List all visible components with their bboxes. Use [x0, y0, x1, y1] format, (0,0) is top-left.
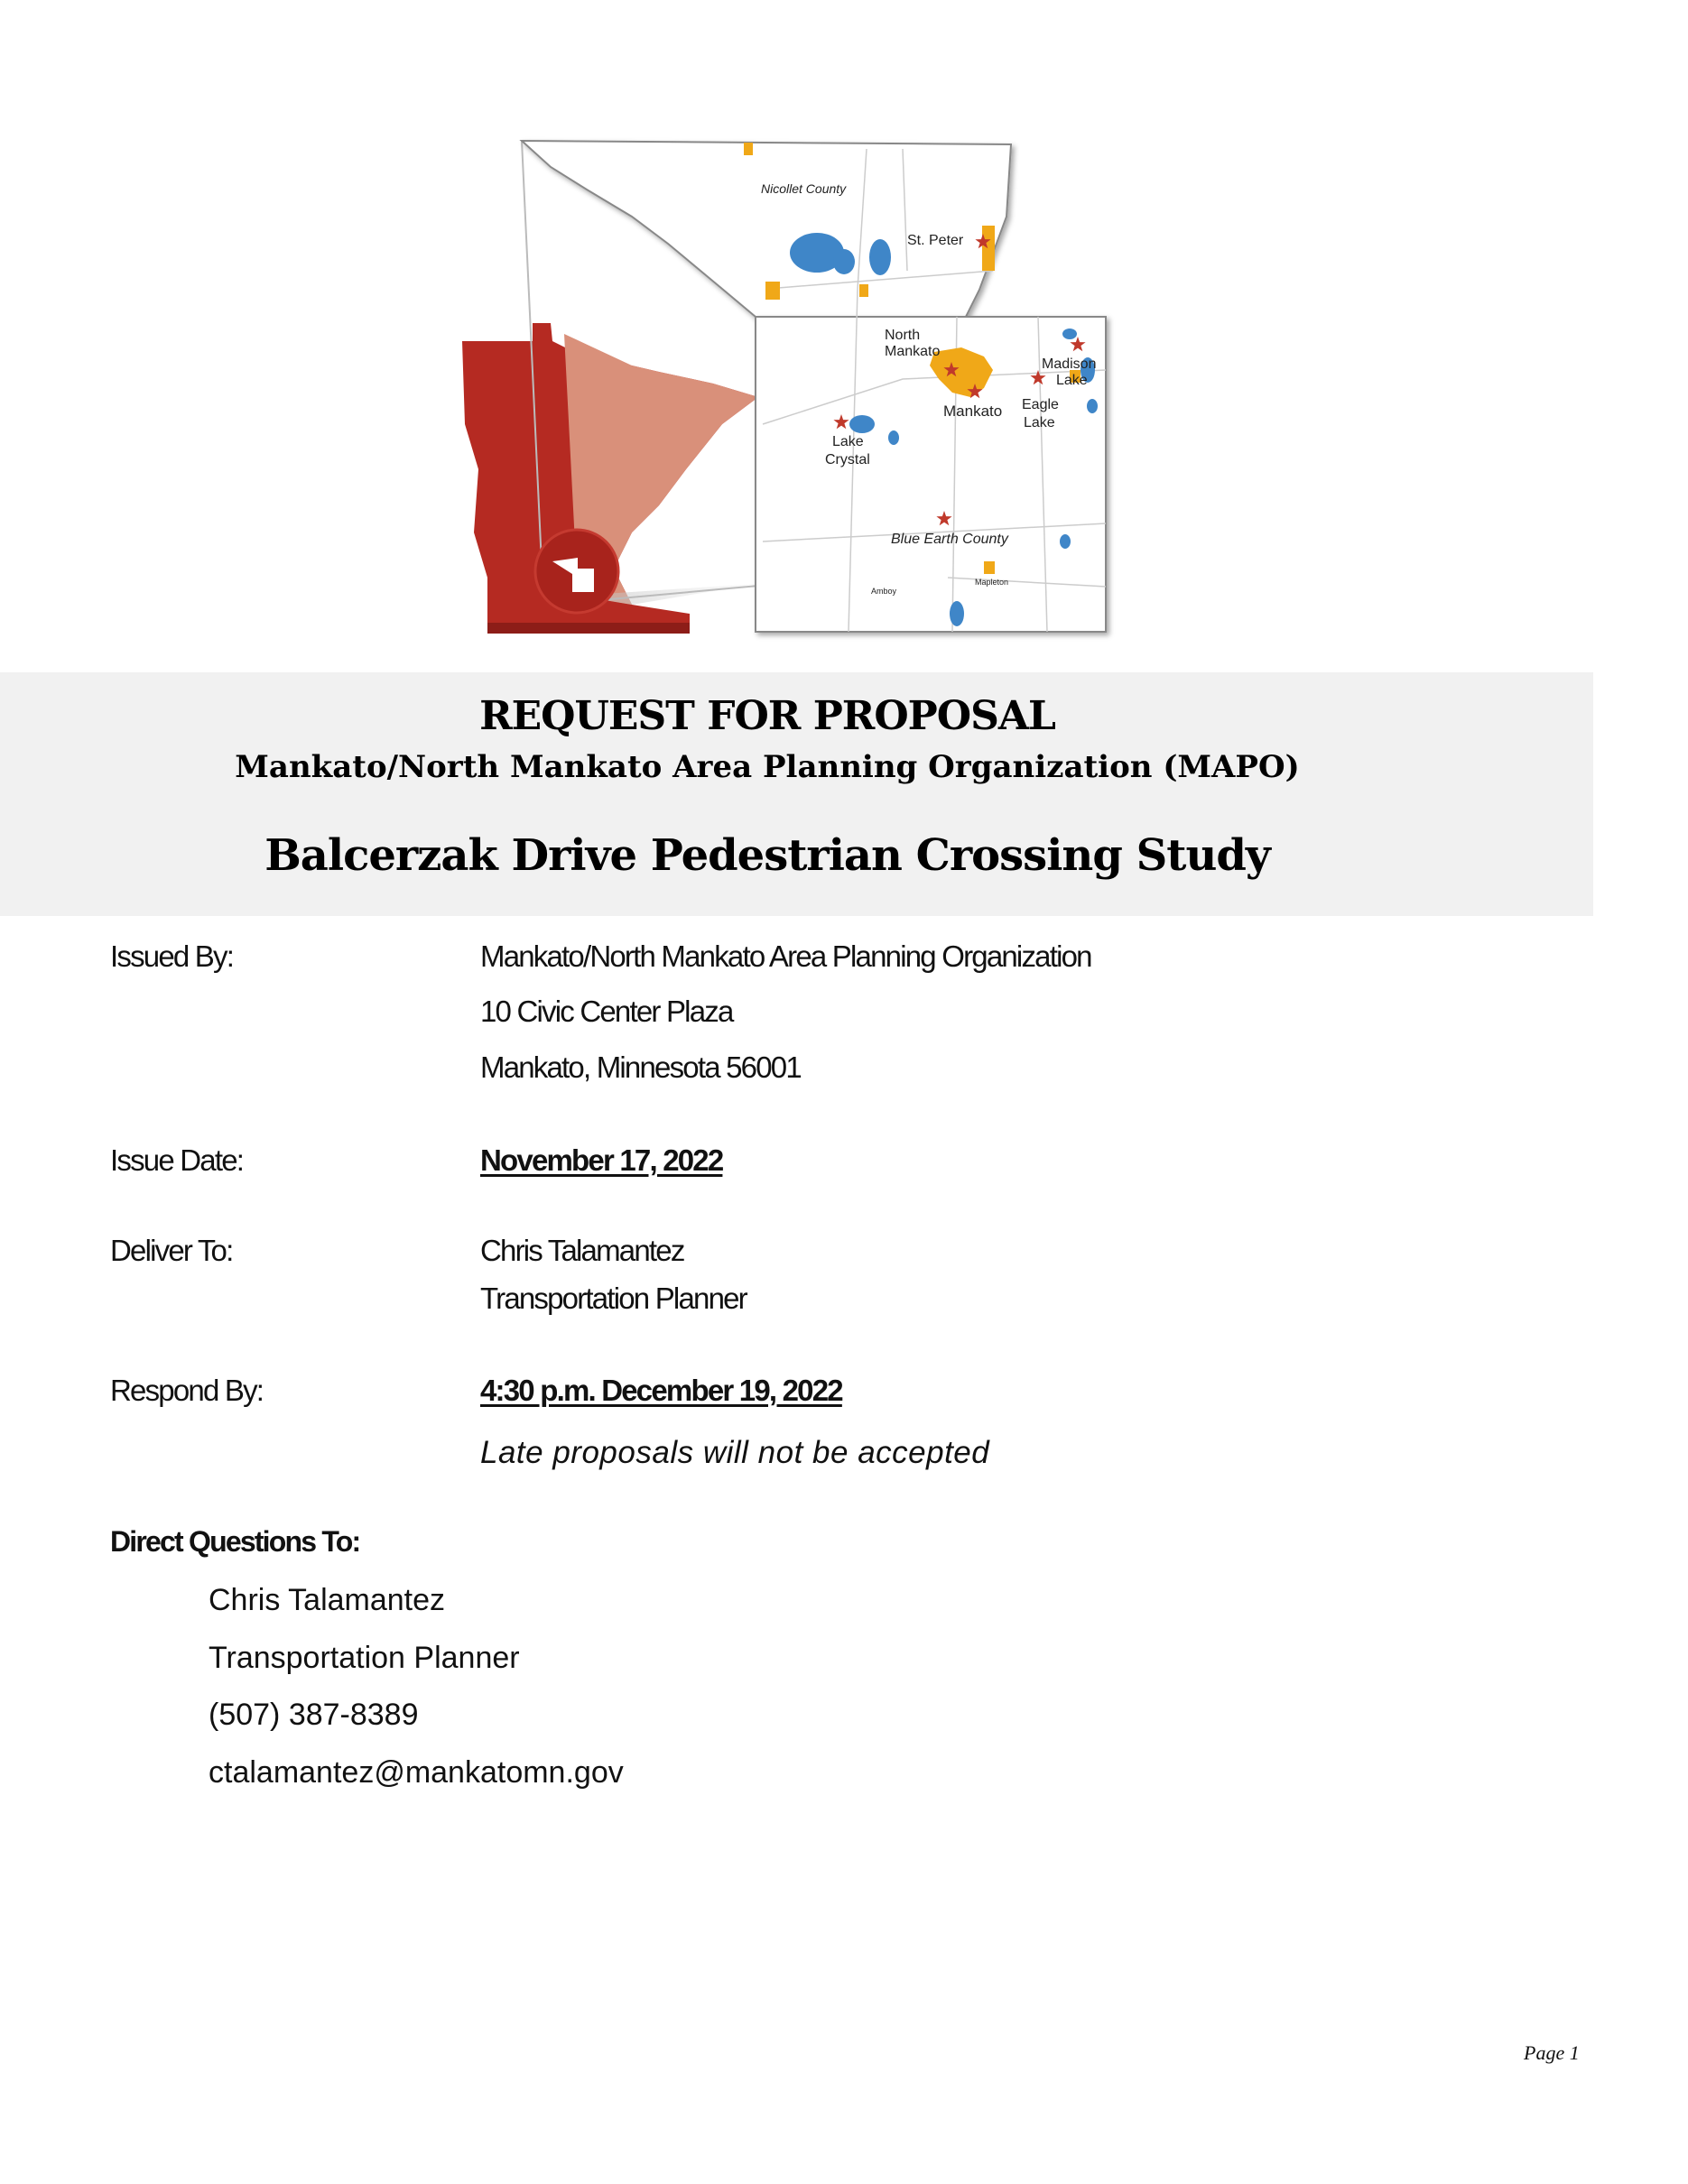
- issued-by-city: Mankato, Minnesota 56001: [480, 1050, 801, 1084]
- map-label-north-mankato: Mankato: [885, 344, 941, 359]
- map-label-madison: Madison: [1042, 356, 1097, 372]
- deliver-to-name: Chris Talamantez: [480, 1234, 684, 1267]
- map-label-crystal: Crystal: [825, 452, 870, 467]
- issue-date-value: November 17, 2022: [480, 1143, 723, 1177]
- organization-name: Mankato/North Mankato Area Planning Organization (MAPO): [235, 749, 1300, 785]
- map-label-north: North: [885, 328, 921, 343]
- contact-phone: (507) 387-8389: [209, 1698, 419, 1732]
- deliver-to-title: Transportation Planner: [480, 1282, 747, 1315]
- late-proposals-notice: Late proposals will not be accepted: [480, 1435, 990, 1470]
- map-label-eagle: Eagle: [1022, 397, 1059, 412]
- issued-by-org: Mankato/North Mankato Area Planning Organization: [480, 939, 1091, 973]
- map-label-amboy: Amboy: [871, 587, 897, 596]
- map-label-nicollet: Nicollet County: [761, 181, 847, 196]
- issued-by-label: Issued By:: [110, 939, 234, 973]
- map-label-st-peter: St. Peter: [907, 233, 964, 248]
- page-number: Page 1: [1524, 2041, 1580, 2064]
- project-title: Balcerzak Drive Pedestrian Crossing Study: [264, 830, 1270, 881]
- map-label-madison-lake: Lake: [1056, 373, 1088, 388]
- map-label-blue-earth: Blue Earth County: [891, 532, 1008, 547]
- document-title: REQUEST FOR PROPOSAL: [479, 693, 1055, 739]
- location-map: [0, 0, 1688, 650]
- map-label-mapleton: Mapleton: [975, 578, 1009, 587]
- issued-by-address: 10 Civic Center Plaza: [480, 995, 733, 1028]
- map-label-lake: Lake: [832, 434, 864, 449]
- respond-by-value: 4:30 p.m. December 19, 2022: [480, 1374, 842, 1407]
- issue-date-label: Issue Date:: [110, 1143, 244, 1177]
- contact-email[interactable]: ctalamantez@mankatomn.gov: [209, 1755, 624, 1790]
- respond-by-label: Respond By:: [110, 1374, 264, 1407]
- direct-questions-heading: Direct Questions To:: [110, 1525, 360, 1558]
- map-label-mankato: Mankato: [943, 403, 1003, 420]
- deliver-to-label: Deliver To:: [110, 1234, 233, 1267]
- contact-name: Chris Talamantez: [209, 1583, 446, 1617]
- contact-title: Transportation Planner: [209, 1641, 520, 1675]
- map-label-eagle-lake: Lake: [1024, 415, 1055, 430]
